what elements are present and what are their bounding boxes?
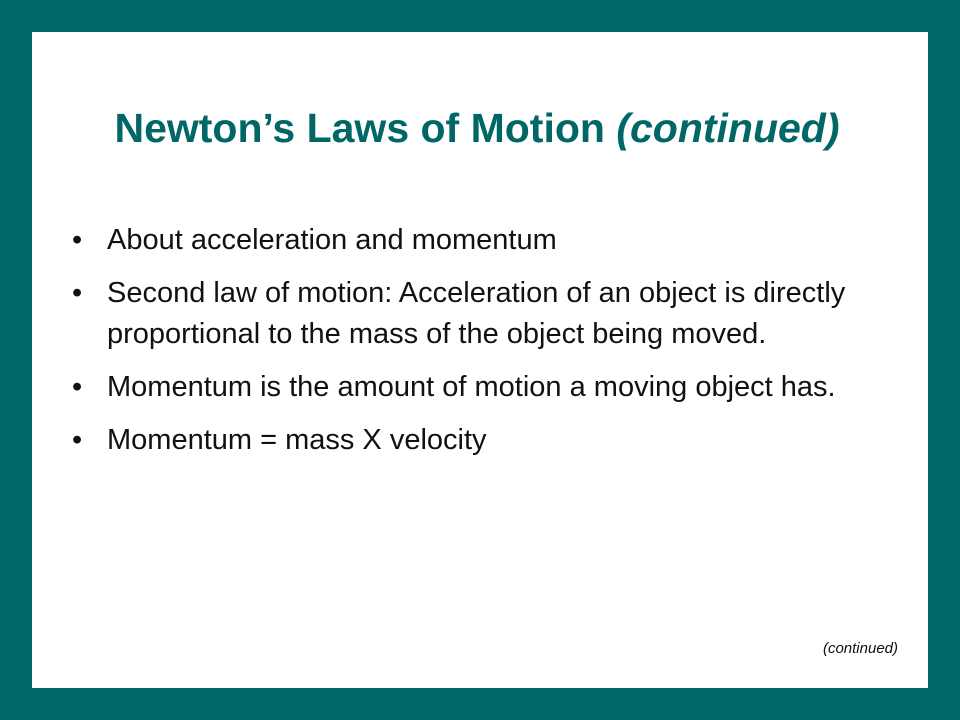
bullet-text: Second law of motion: Acceleration of an object is directly proportional to the mass of the object being moved.: [107, 277, 846, 350]
slide-title: [32, 106, 922, 151]
bullet-item: [72, 273, 902, 355]
bullet-text: About acceleration and momentum: [107, 224, 557, 256]
bullet-icon: •: [72, 224, 83, 256]
continued-note: (continued): [822, 640, 898, 657]
title-main-text: Newton’s Laws of Motion: [114, 105, 617, 151]
bullet-item: [72, 420, 902, 461]
bullet-item: [72, 220, 902, 261]
slide: [32, 32, 928, 688]
bullet-icon: •: [72, 424, 83, 456]
title-continued-text: (continued): [616, 105, 840, 151]
bullet-list: [72, 220, 902, 473]
bullet-icon: •: [72, 371, 83, 403]
bullet-item: [72, 367, 902, 408]
bullet-icon: •: [72, 277, 83, 309]
bullet-text: Momentum = mass X velocity: [107, 424, 487, 456]
bullet-text: Momentum is the amount of motion a moving object has.: [107, 371, 836, 403]
